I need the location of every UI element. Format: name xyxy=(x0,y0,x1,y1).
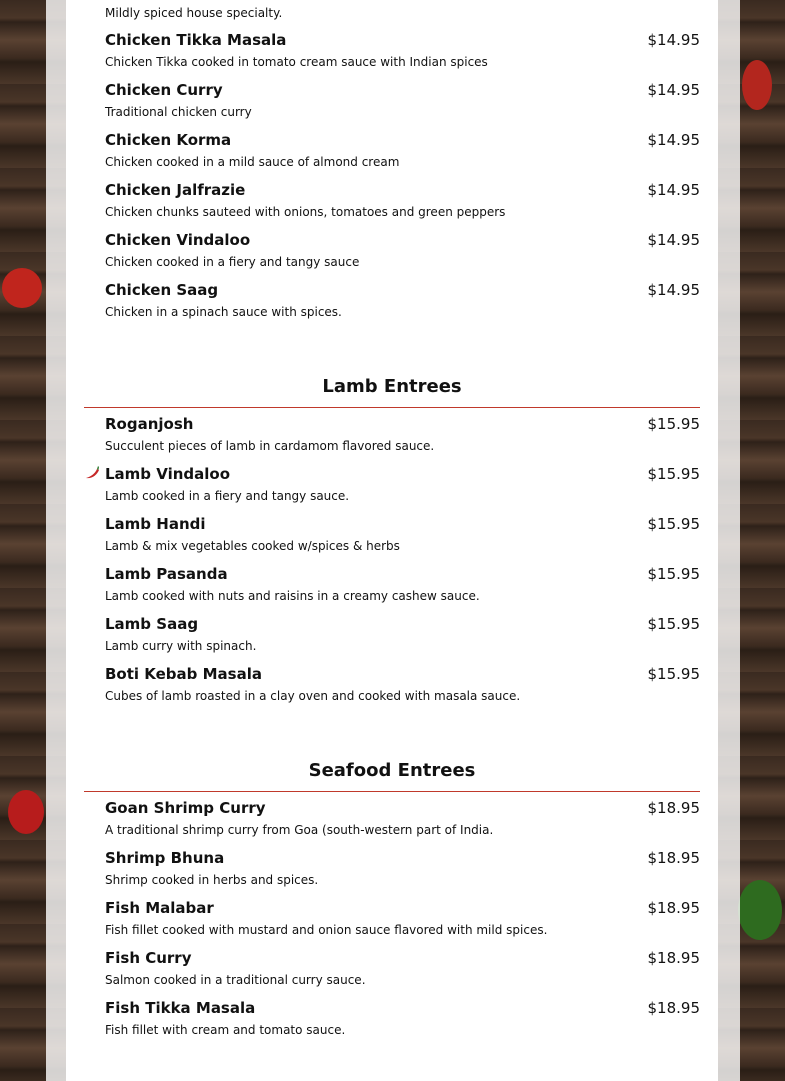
item-name: Lamb Pasanda xyxy=(105,565,228,583)
pepper-decoration xyxy=(742,60,772,110)
item-name: Chicken Curry xyxy=(105,81,223,99)
item-name: Chicken Jalfrazie xyxy=(105,181,246,199)
chili-pepper-icon xyxy=(84,464,100,480)
item-price: $18.95 xyxy=(647,899,700,917)
item-description: Chicken in a spinach sauce with spices. xyxy=(105,305,342,319)
item-price: $15.95 xyxy=(647,665,700,683)
item-price: $18.95 xyxy=(647,999,700,1017)
item-name: Chicken Tikka Masala xyxy=(105,31,287,49)
pepper-decoration xyxy=(2,268,42,308)
item-description: Fish fillet with cream and tomato sauce. xyxy=(105,1023,346,1037)
item-price: $18.95 xyxy=(647,799,700,817)
section-divider xyxy=(84,407,700,408)
item-price: $14.95 xyxy=(647,81,700,99)
item-description: Cubes of lamb roasted in a clay oven and cooked with masala sauce. xyxy=(105,689,521,703)
item-description: Traditional chicken curry xyxy=(105,105,252,119)
herb-decoration xyxy=(738,880,782,940)
item-price: $15.95 xyxy=(647,515,700,533)
item-description: Chicken chunks sauteed with onions, tomatoes and green peppers xyxy=(105,205,506,219)
item-description: A traditional shrimp curry from Goa (south-western part of India. xyxy=(105,823,494,837)
item-name: Shrimp Bhuna xyxy=(105,849,225,867)
item-name: Fish Tikka Masala xyxy=(105,999,256,1017)
item-name: Fish Curry xyxy=(105,949,192,967)
item-price: $14.95 xyxy=(647,231,700,249)
item-name: Lamb Vindaloo xyxy=(105,465,231,483)
section-divider xyxy=(84,791,700,792)
item-description: Chicken cooked in a fiery and tangy sauce xyxy=(105,255,360,269)
item-price: $15.95 xyxy=(647,565,700,583)
item-description: Succulent pieces of lamb in cardamom flavored sauce. xyxy=(105,439,435,453)
item-price: $14.95 xyxy=(647,131,700,149)
pepper-decoration xyxy=(8,790,44,834)
item-price: $15.95 xyxy=(647,415,700,433)
item-price: $18.95 xyxy=(647,949,700,967)
item-description: Salmon cooked in a traditional curry sauce. xyxy=(105,973,366,987)
item-description: Lamb cooked with nuts and raisins in a creamy cashew sauce. xyxy=(105,589,480,603)
item-description: Lamb & mix vegetables cooked w/spices & herbs xyxy=(105,539,400,553)
item-name: Lamb Handi xyxy=(105,515,206,533)
item-name: Chicken Korma xyxy=(105,131,232,149)
item-name: Boti Kebab Masala xyxy=(105,665,262,683)
item-name: Lamb Saag xyxy=(105,615,199,633)
item-name: Chicken Saag xyxy=(105,281,219,299)
item-price: $14.95 xyxy=(647,281,700,299)
item-name: Roganjosh xyxy=(105,415,194,433)
section-title-seafood: Seafood Entrees xyxy=(308,760,476,781)
section-title-lamb: Lamb Entrees xyxy=(322,376,462,397)
item-description: Mildly spiced house specialty. xyxy=(105,6,283,20)
item-name: Goan Shrimp Curry xyxy=(105,799,266,817)
item-price: $15.95 xyxy=(647,465,700,483)
item-name: Fish Malabar xyxy=(105,899,214,917)
item-name: Chicken Vindaloo xyxy=(105,231,251,249)
item-price: $14.95 xyxy=(647,181,700,199)
item-description: Fish fillet cooked with mustard and onion sauce flavored with mild spices. xyxy=(105,923,548,937)
item-price: $15.95 xyxy=(647,615,700,633)
item-description: Chicken Tikka cooked in tomato cream sauce with Indian spices xyxy=(105,55,488,69)
item-description: Shrimp cooked in herbs and spices. xyxy=(105,873,319,887)
item-price: $18.95 xyxy=(647,849,700,867)
item-description: Lamb curry with spinach. xyxy=(105,639,257,653)
item-description: Lamb cooked in a fiery and tangy sauce. xyxy=(105,489,350,503)
item-description: Chicken cooked in a mild sauce of almond cream xyxy=(105,155,400,169)
item-price: $14.95 xyxy=(647,31,700,49)
